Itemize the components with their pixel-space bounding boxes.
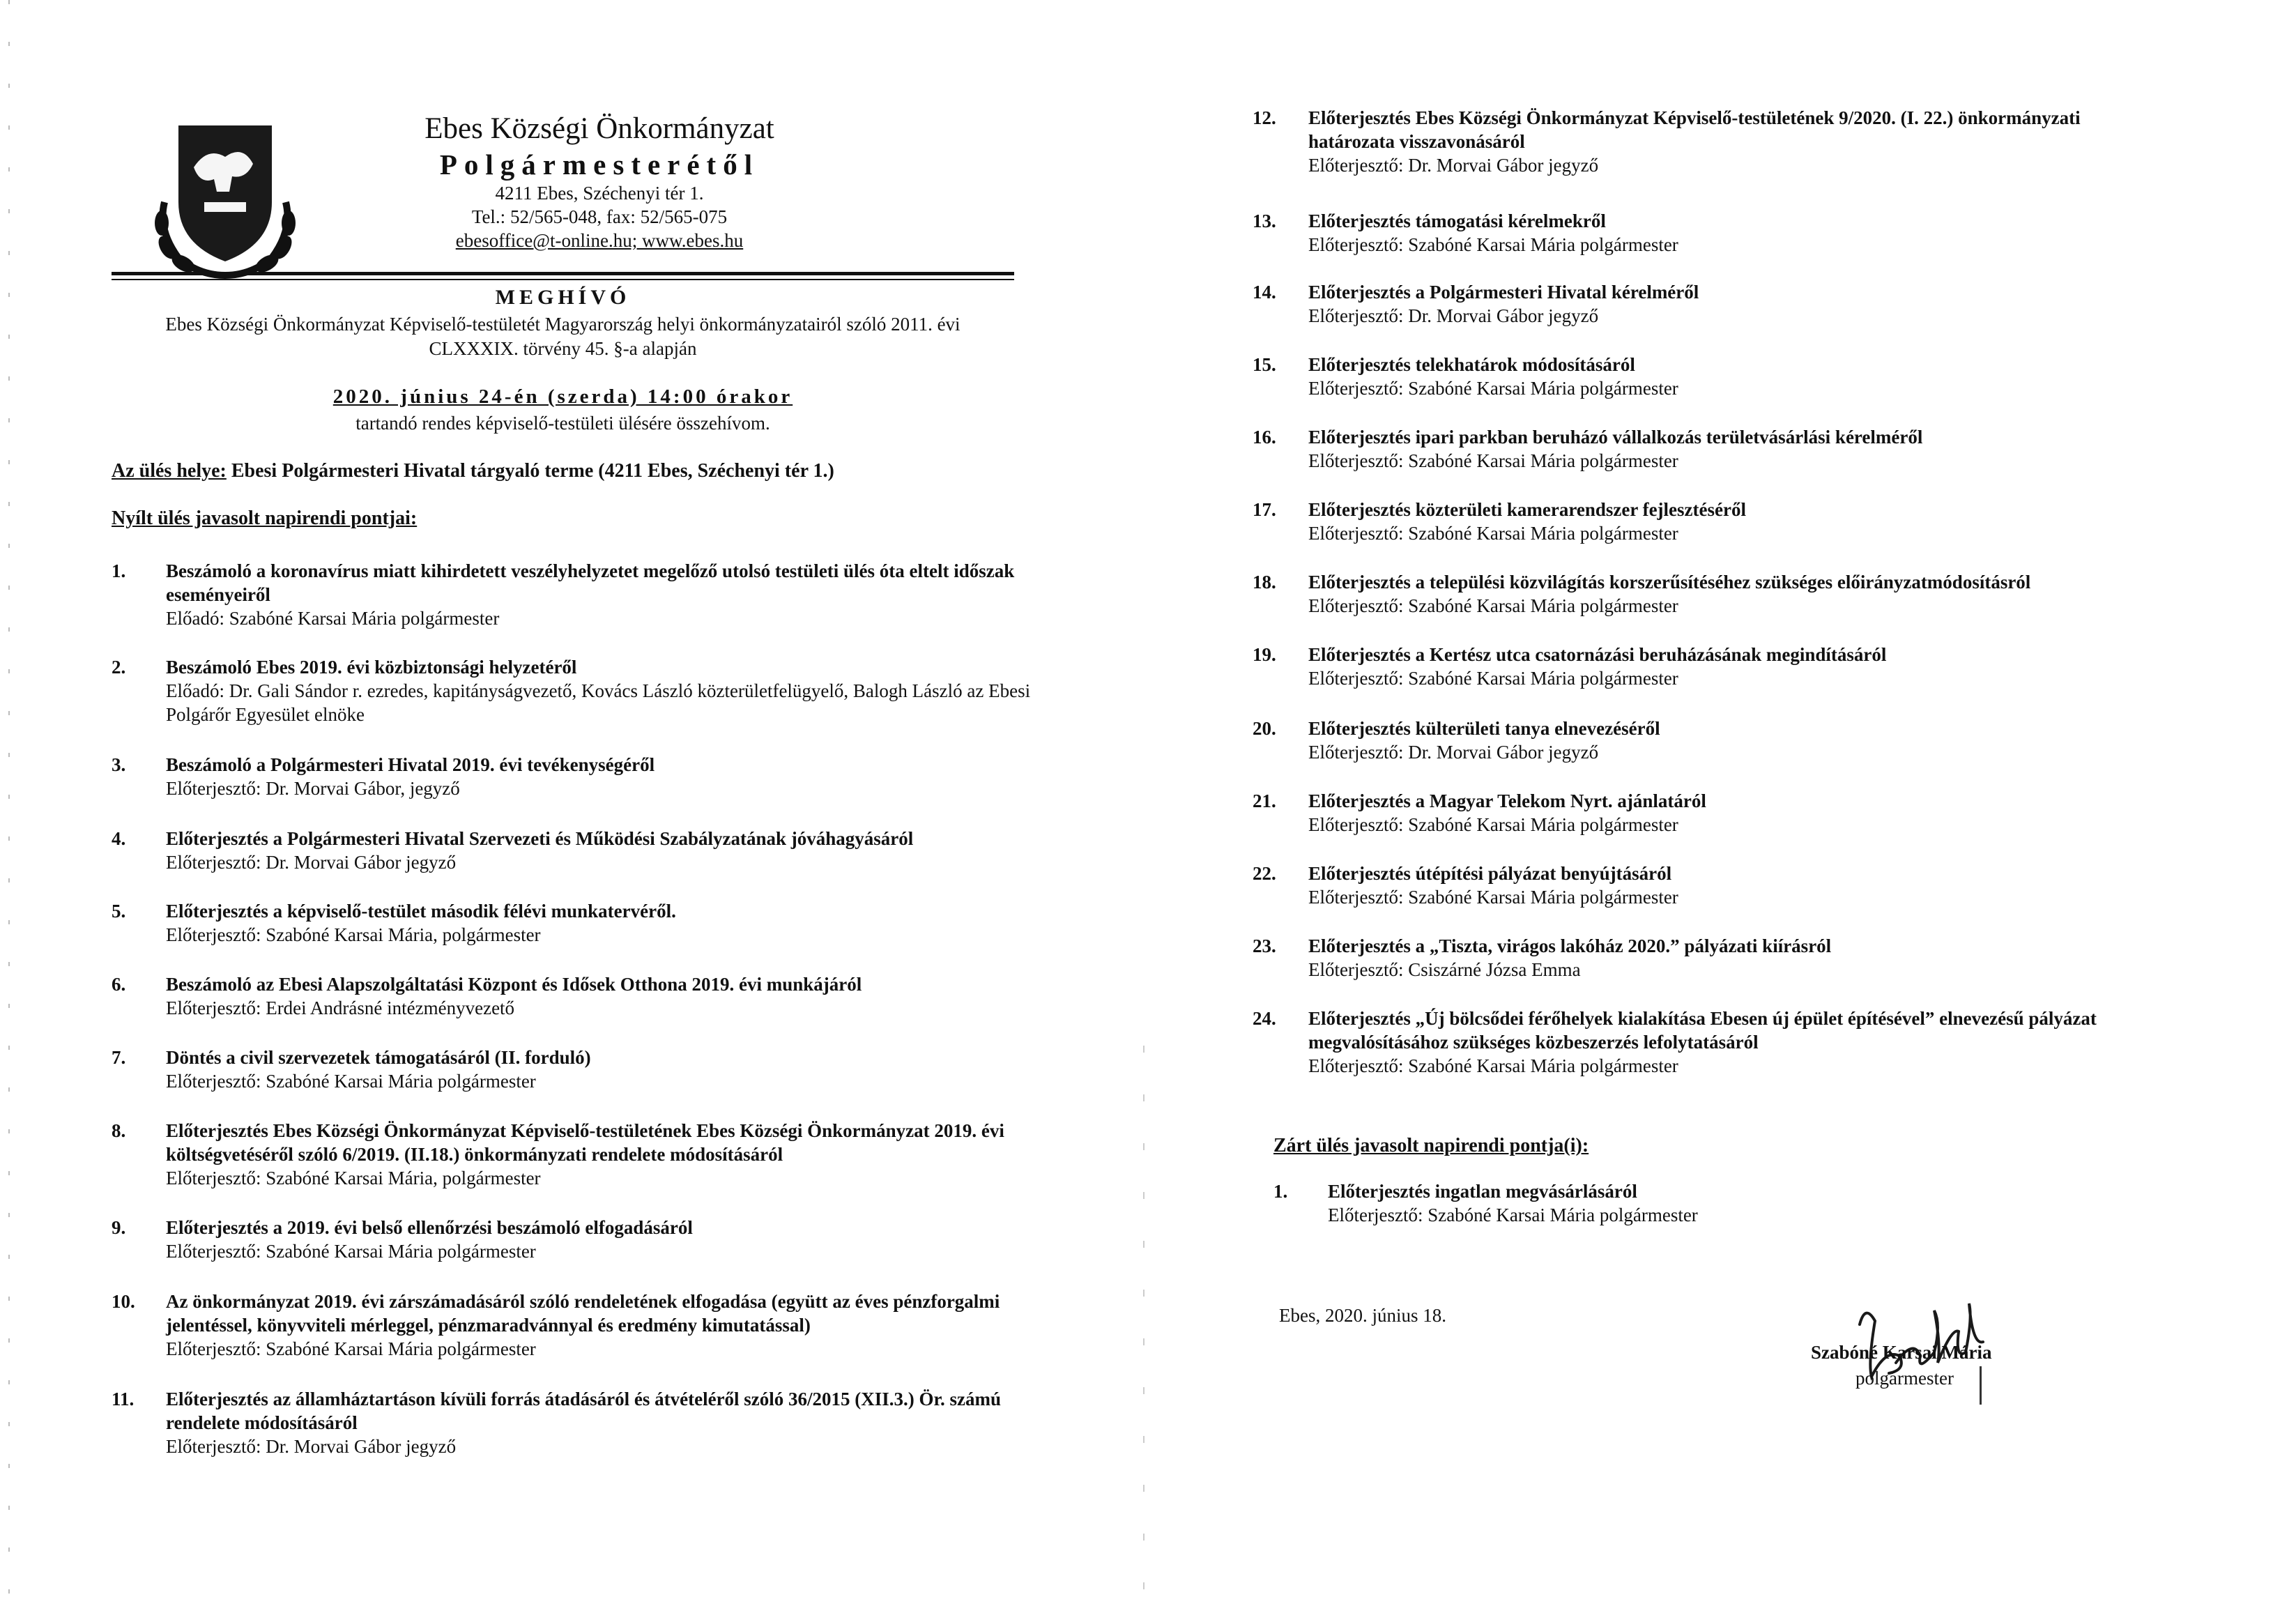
agenda-item-title: Az önkormányzat 2019. évi zárszámadásáról szóló rendeletének elfogadása (együtt az éves pénzforgalmi jelentéssel, könyvviteli mérleggel, pénzmaradvánnyal és eredmény kimutatással) — [166, 1291, 1000, 1336]
header-divider-thin — [112, 279, 1014, 280]
document-title: MEGHÍVÓ — [495, 286, 631, 309]
signer-role: polgármester — [1855, 1368, 1954, 1389]
agenda-item-number: 21. — [1253, 790, 1276, 811]
org-phone: Tel.: 52/565-048, fax: 52/565-075 — [471, 206, 728, 227]
agenda-item-title: Előterjesztés a „Tiszta, virágos lakóház 2020.” pályázati kiírásról — [1308, 935, 1832, 956]
agenda-item-presenter: Előterjesztő: Dr. Morvai Gábor jegyző — [166, 852, 457, 873]
place-and-date: Ebes, 2020. június 18. — [1279, 1305, 1446, 1326]
signer-name: Szabóné Karsai Mária — [1811, 1342, 1992, 1363]
intro-line-2: CLXXXIX. törvény 45. §-a alapján — [429, 338, 697, 359]
agenda-item-number: 14. — [1253, 282, 1276, 303]
agenda-item-title: Beszámoló a koronavírus miatt kihirdetett veszélyhelyzetet megelőző utolsó testületi ülés óta eltelt időszak eseményeiről — [166, 560, 1015, 605]
agenda-item-presenter: Előterjesztő: Erdei Andrásné intézményvezető — [166, 998, 515, 1018]
agenda-item-number: 10. — [112, 1291, 135, 1312]
agenda-item-title: Előterjesztés az államháztartáson kívüli forrás átadásáról és átvételéről szóló 36/2015 (XII.3.) Ör. számú rendelete módosításáról — [166, 1389, 1002, 1433]
page-right — [1148, 0, 2296, 1620]
agenda-item-number: 5. — [112, 901, 126, 922]
agenda-item-number: 19. — [1253, 644, 1276, 665]
signature-stroke — [1980, 1366, 1982, 1405]
agenda-item-title: Előterjesztés a Kertész utca csatornázási beruházásának megindításáról — [1308, 644, 1887, 665]
agenda-item-title: Előterjesztés közterületi kamerarendszer fejlesztéséről — [1308, 499, 1746, 520]
agenda-item-number: 2. — [112, 657, 126, 678]
agenda-item-number: 11. — [112, 1389, 135, 1409]
agenda-item-title: Előterjesztés külterületi tanya elnevezéséről — [1308, 718, 1660, 739]
agenda-item-number: 22. — [1253, 863, 1276, 884]
agenda-item-title: Előterjesztés Ebes Községi Önkormányzat Képviselő-testületének 9/2020. (I. 22.) önkormányzati határozata visszavonásáról — [1308, 107, 2081, 152]
agenda-item-number: 7. — [112, 1047, 126, 1068]
agenda-item-presenter: Előterjesztő: Dr. Morvai Gábor jegyző — [1308, 155, 1599, 176]
open-agenda-heading: Nyílt ülés javasolt napirendi pontjai: — [112, 507, 418, 529]
agenda-item-presenter: Előterjesztő: Szabóné Karsai Mária polgármester — [166, 1071, 536, 1092]
agenda-item-presenter: Előterjesztő: Szabóné Karsai Mária polgármester — [1308, 668, 1678, 689]
agenda-item-number: 12. — [1253, 107, 1276, 128]
agenda-item-title: Előterjesztés ingatlan megvásárlásáról — [1328, 1181, 1637, 1202]
agenda-item-presenter: Előterjesztő: Szabóné Karsai Mária polgármester — [1308, 1055, 1678, 1076]
org-name: Ebes Községi Önkormányzat — [424, 112, 774, 145]
agenda-item-title: Előterjesztés támogatási kérelmekről — [1308, 211, 1606, 231]
agenda-item-presenter: Előadó: Szabóné Karsai Mária polgármester — [166, 608, 500, 629]
agenda-item-presenter: Előterjesztő: Szabóné Karsai Mária polgármester — [1308, 234, 1678, 255]
closed-agenda-heading: Zárt ülés javasolt napirendi pontja(i): — [1273, 1135, 1589, 1156]
agenda-item-number: 9. — [112, 1217, 126, 1238]
agenda-item-presenter: Előterjesztő: Szabóné Karsai Mária polgármester — [1308, 450, 1678, 471]
agenda-item-presenter: Előterjesztő: Szabóné Karsai Mária polgármester — [1308, 378, 1678, 399]
agenda-item-number: 8. — [112, 1120, 126, 1141]
meeting-place-value: Ebesi Polgármesteri Hivatal tárgyaló terme (4211 Ebes, Széchenyi tér 1.) — [231, 460, 834, 482]
agenda-item-number: 4. — [112, 828, 126, 849]
agenda-item-number: 15. — [1253, 354, 1276, 375]
agenda-item-title: Előterjesztés a Polgármesteri Hivatal kérelméről — [1308, 282, 1699, 303]
agenda-item-presenter: Előadó: Dr. Gali Sándor r. ezredes, kapitányságvezető, Kovács László közterületfelügyelő, Balogh László az Ebesi Polgárőr Egyesület elnöke — [166, 680, 1031, 725]
agenda-item-presenter: Előterjesztő: Szabóné Karsai Mária polgármester — [1328, 1205, 1698, 1225]
agenda-item-number: 1. — [112, 560, 126, 581]
agenda-item-presenter: Előterjesztő: Szabóné Karsai Mária polgármester — [1308, 887, 1678, 908]
meeting-place-label: Az ülés helye: — [112, 460, 227, 482]
meeting-place — [112, 460, 834, 482]
org-address: 4211 Ebes, Széchenyi tér 1. — [495, 183, 704, 204]
agenda-item-title: Előterjesztés a Polgármesteri Hivatal Szervezeti és Működési Szabályzatának jóváhagyásáról — [166, 828, 914, 849]
agenda-item-title: Előterjesztés Ebes Községi Önkormányzat Képviselő-testületének Ebes Községi Önkormányzat 2019. évi költségvetéséről szóló 6/2019. (II.18.) önkormányzati rendelete módosításáról — [166, 1120, 1004, 1165]
agenda-item-title: Beszámoló Ebes 2019. évi közbiztonsági helyzetéről — [166, 657, 577, 678]
agenda-item-presenter: Előterjesztő: Csiszárné Józsa Emma — [1308, 959, 1581, 980]
agenda-item-number: 6. — [112, 974, 126, 995]
agenda-item-number: 16. — [1253, 427, 1276, 448]
agenda-item-number: 13. — [1253, 211, 1276, 231]
agenda-item-title: Előterjesztés ipari parkban beruházó vállalkozás területvásárlási kérelméről — [1308, 427, 1923, 448]
agenda-item-number: 23. — [1253, 935, 1276, 956]
agenda-item-number: 3. — [112, 754, 126, 775]
agenda-item-presenter: Előterjesztő: Dr. Morvai Gábor jegyző — [1308, 742, 1599, 763]
header-divider — [112, 272, 1014, 275]
agenda-item-title: Előterjesztés a 2019. évi belső ellenőrzési beszámoló elfogadásáról — [166, 1217, 693, 1238]
agenda-item-presenter: Előterjesztő: Dr. Morvai Gábor jegyző — [1308, 305, 1599, 326]
agenda-item-presenter: Előterjesztő: Szabóné Karsai Mária polgármester — [1308, 595, 1678, 616]
agenda-item-title: Előterjesztés „Új bölcsődei férőhelyek kialakítása Ebesen új épület építésével” elnevezésű pályázat megvalósításához szükséges közbeszerzés lefolytatásáról — [1308, 1008, 2097, 1053]
coat-of-arms-icon — [152, 119, 298, 279]
agenda-item-presenter: Előterjesztő: Dr. Morvai Gábor jegyző — [166, 1436, 457, 1457]
agenda-item-presenter: Előterjesztő: Szabóné Karsai Mária, polgármester — [166, 924, 541, 945]
agenda-item-number: 20. — [1253, 718, 1276, 739]
agenda-item-number: 17. — [1253, 499, 1276, 520]
agenda-item-title: Előterjesztés a Magyar Telekom Nyrt. ajánlatáról — [1308, 790, 1706, 811]
agenda-item-title: Előterjesztés útépítési pályázat benyújtásáról — [1308, 863, 1672, 884]
agenda-item-number: 1. — [1273, 1181, 1288, 1202]
agenda-item-number: 24. — [1253, 1008, 1276, 1029]
meeting-date-sub: tartandó rendes képviselő-testületi ülésére összehívom. — [355, 413, 770, 434]
agenda-item-presenter: Előterjesztő: Szabóné Karsai Mária polgármester — [166, 1241, 536, 1262]
agenda-item-number: 18. — [1253, 572, 1276, 593]
agenda-item-title: Előterjesztés a települési közvilágítás korszerűsítéséhez szükséges előirányzatmódosításról — [1308, 572, 2031, 593]
agenda-item-title: Előterjesztés telekhatárok módosításáról — [1308, 354, 1635, 375]
agenda-item-presenter: Előterjesztő: Szabóné Karsai Mária polgármester — [1308, 523, 1678, 544]
agenda-item-presenter: Előterjesztő: Szabóné Karsai Mária polgármester — [166, 1338, 536, 1359]
agenda-item-presenter: Előterjesztő: Dr. Morvai Gábor, jegyző — [166, 778, 460, 799]
agenda-item-title: Döntés a civil szervezetek támogatásáról (II. forduló) — [166, 1047, 591, 1068]
agenda-item-presenter: Előterjesztő: Szabóné Karsai Mária polgármester — [1308, 814, 1678, 835]
agenda-item-title: Beszámoló a Polgármesteri Hivatal 2019. évi tevékenységéről — [166, 754, 655, 775]
agenda-item-title: Beszámoló az Ebesi Alapszolgáltatási Központ és Idősek Otthona 2019. évi munkájáról — [166, 974, 862, 995]
org-subtitle: Polgármesterétől — [439, 148, 760, 181]
meeting-date: 2020. június 24-én (szerda) 14:00 órakor — [332, 385, 793, 408]
agenda-item-title: Előterjesztés a képviselő-testület második félévi munkatervéről. — [166, 901, 676, 922]
intro-line-1: Ebes Községi Önkormányzat Képviselő-testületét Magyarország helyi önkormányzatairól szóló 2011. évi — [165, 314, 961, 335]
org-email-link[interactable]: ebesoffice@t-online.hu; www.ebes.hu — [455, 230, 744, 251]
agenda-item-presenter: Előterjesztő: Szabóné Karsai Mária, polgármester — [166, 1168, 541, 1189]
